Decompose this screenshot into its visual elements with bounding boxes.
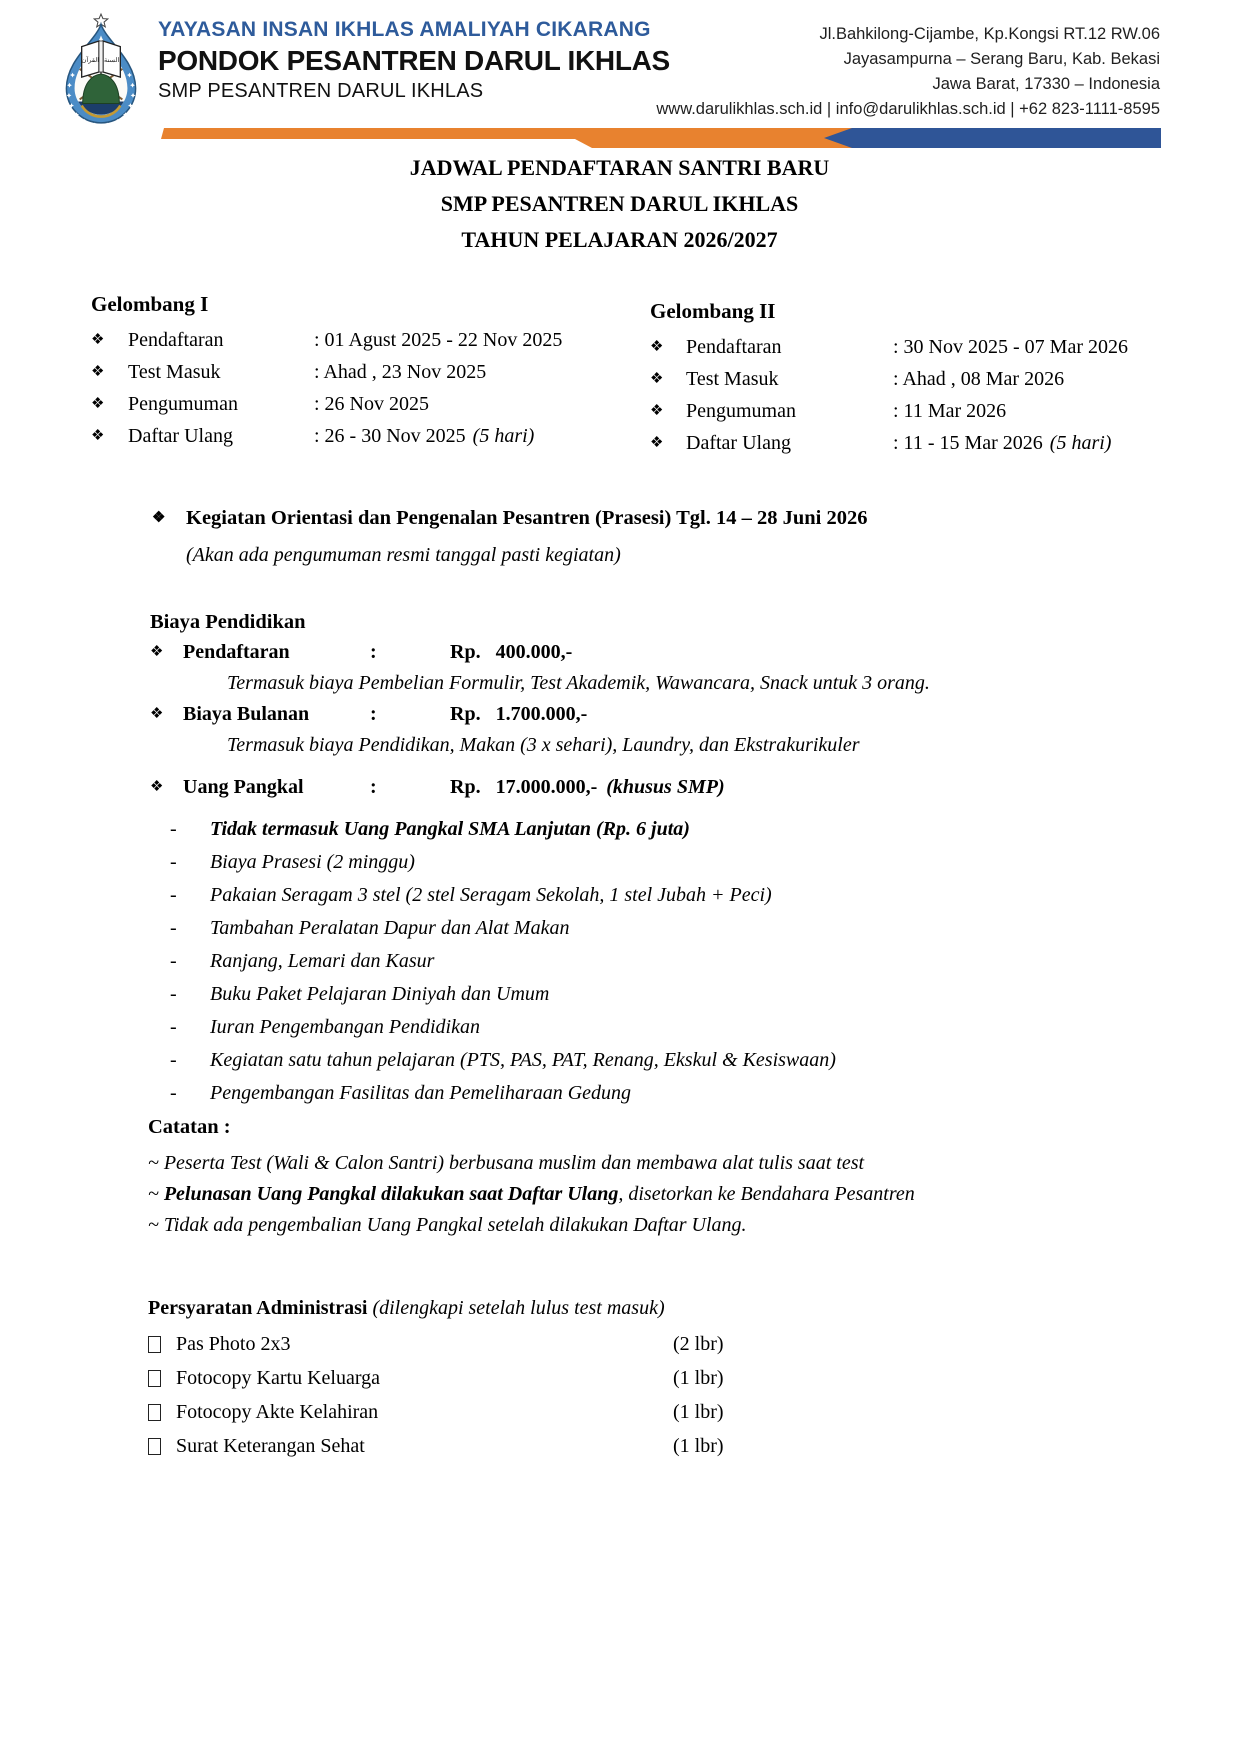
list-item: - Kegiatan satu tahun pelajaran (PTS, PAS, PAT, Renang, Ekskul & Kesiswaan) <box>150 1044 1161 1077</box>
requirement-row: Pas Photo 2x3 (2 lbr) <box>148 1327 1161 1361</box>
dash-icon: - <box>170 818 177 840</box>
schedule-row: ❖ Test Masuk : Ahad , 23 Nov 2025 <box>91 356 650 388</box>
address-line: Jawa Barat, 17330 – Indonesia <box>932 75 1160 93</box>
catatan-line: ~ Pelunasan Uang Pangkal dilakukan saat Daftar Ulang, disetorkan ke Bendahara Pesantren <box>148 1183 915 1205</box>
checkbox-icon <box>148 1404 161 1421</box>
biaya-heading: Biaya Pendidikan <box>150 611 306 633</box>
fee-row: ❖ Pendaftaran : Rp. 400.000,- <box>150 637 1161 668</box>
list-item: - Iuran Pengembangan Pendidikan <box>150 1011 1161 1044</box>
catatan-heading: Catatan : <box>148 1116 231 1138</box>
bullet-icon: ❖ <box>91 364 105 380</box>
dash-icon: - <box>170 1016 177 1038</box>
dash-icon: - <box>170 851 177 873</box>
orientasi-section <box>152 504 1161 569</box>
schedule-row: ❖ Daftar Ulang : 11 - 15 Mar 2026 (5 hari) <box>650 427 1161 459</box>
title-line-2: SMP PESANTREN DARUL IKHLAS <box>440 191 799 216</box>
fee-amount: Rp. 1.700.000,- <box>450 703 588 725</box>
bullet-icon: ❖ <box>150 779 164 795</box>
schedule-row: ❖ Pendaftaran : 01 Agust 2025 - 22 Nov 2025 <box>91 324 650 356</box>
requirement-row: Surat Keterangan Sehat (1 lbr) <box>148 1429 1161 1463</box>
bullet-icon: ❖ <box>91 396 105 412</box>
uang-pangkal-items <box>150 813 1161 1110</box>
schedule-row: ❖ Test Masuk : Ahad , 08 Mar 2026 <box>650 363 1161 395</box>
requirement-row: Fotocopy Kartu Keluarga (1 lbr) <box>148 1361 1161 1395</box>
bullet-icon: ❖ <box>150 706 164 722</box>
schedule-row: ❖ Daftar Ulang : 26 - 30 Nov 2025 (5 hari) <box>91 420 650 452</box>
dash-icon: - <box>170 950 177 972</box>
list-item: - Pengembangan Fasilitas dan Pemeliharaan Gedung <box>150 1077 1161 1110</box>
document-title <box>78 150 1161 258</box>
fee-note: Termasuk biaya Pembelian Formulir, Test Akademik, Wawancara, Snack untuk 3 orang. <box>227 672 930 694</box>
gelombang-1-heading: Gelombang I <box>91 292 209 316</box>
fee-row: ❖ Uang Pangkal : Rp. 17.000.000,- (khusus SMP) <box>150 772 1161 803</box>
contact-line: www.darulikhlas.sch.id | info@darulikhlas.sch.id | +62 823-1111-8595 <box>656 100 1160 118</box>
list-item: - Pakaian Seragam 3 stel (2 stel Seragam Sekolah, 1 stel Jubah + Peci) <box>150 879 1161 912</box>
requirement-qty: (1 lbr) <box>673 1367 724 1389</box>
catatan-line: ~ Peserta Test (Wali & Calon Santri) berbusana muslim dan membawa alat tulis saat test <box>148 1152 865 1174</box>
bullet-icon: ❖ <box>650 403 664 419</box>
list-item: - Buku Paket Pelajaran Diniyah dan Umum <box>150 978 1161 1011</box>
dash-icon: - <box>170 917 177 939</box>
persyaratan-section <box>148 1293 1161 1463</box>
gelombang-2 <box>650 290 1161 459</box>
requirement-row: Fotocopy Akte Kelahiran (1 lbr) <box>148 1395 1161 1429</box>
org-pesantren-name: PONDOK PESANTREN DARUL IKHLAS <box>158 45 670 76</box>
checkbox-icon <box>148 1438 161 1455</box>
requirement-qty: (1 lbr) <box>673 1435 724 1457</box>
persyaratan-heading: Persyaratan Administrasi (dilengkapi setelah lulus test masuk) <box>148 1297 665 1319</box>
title-line-3: TAHUN PELAJARAN 2026/2027 <box>461 227 778 252</box>
bullet-icon: ❖ <box>91 428 105 444</box>
fee-row: ❖ Biaya Bulanan : Rp. 1.700.000,- <box>150 699 1161 730</box>
gelombang-1 <box>91 290 650 459</box>
bullet-icon: ❖ <box>650 435 664 451</box>
bullet-icon: ❖ <box>650 339 664 355</box>
requirement-qty: (1 lbr) <box>673 1401 724 1423</box>
list-item: - Tidak termasuk Uang Pangkal SMA Lanjutan (Rp. 6 juta) <box>150 813 1161 846</box>
requirement-qty: (2 lbr) <box>673 1333 724 1355</box>
dash-icon: - <box>170 1049 177 1071</box>
fee-suffix: (khusus SMP) <box>606 776 725 798</box>
schedule-row: ❖ Pengumuman : 26 Nov 2025 <box>91 388 650 420</box>
orientasi-line: ❖ Kegiatan Orientasi dan Pengenalan Pesantren (Prasesi) Tgl. 14 – 28 Juni 2026 <box>152 504 1161 532</box>
title-line-1: JADWAL PENDAFTARAN SANTRI BARU <box>409 155 830 180</box>
address-line: Jl.Bahkilong-Cijambe, Kp.Kongsi RT.12 RW.06 <box>819 25 1160 43</box>
bullet-icon: ❖ <box>150 644 164 660</box>
gelombang-section <box>91 290 1161 459</box>
dash-icon: - <box>170 983 177 1005</box>
fee-note: Termasuk biaya Pendidikan, Makan (3 x sehari), Laundry, dan Ekstrakurikuler <box>227 734 860 756</box>
bullet-icon: ❖ <box>152 510 166 526</box>
list-item: - Biaya Prasesi (2 minggu) <box>150 846 1161 879</box>
fee-amount: Rp. 17.000.000,- <box>450 776 598 798</box>
catatan-section <box>148 1112 1161 1241</box>
org-foundation-name: YAYASAN INSAN IKHLAS AMALIYAH CIKARANG <box>158 18 651 41</box>
schedule-row: ❖ Pengumuman : 11 Mar 2026 <box>650 395 1161 427</box>
schedule-row: ❖ Pendaftaran : 30 Nov 2025 - 07 Mar 2026 <box>650 331 1161 363</box>
address-line: Jayasampurna – Serang Baru, Kab. Bekasi <box>843 50 1160 68</box>
orientasi-note: (Akan ada pengumuman resmi tanggal pasti kegiatan) <box>186 544 621 566</box>
list-item: - Ranjang, Lemari dan Kasur <box>150 945 1161 978</box>
org-school-name: SMP PESANTREN DARUL IKHLAS <box>158 80 484 102</box>
bullet-icon: ❖ <box>650 371 664 387</box>
dash-icon: - <box>170 1082 177 1104</box>
list-item: - Tambahan Peralatan Dapur dan Alat Makan <box>150 912 1161 945</box>
gelombang-2-heading: Gelombang II <box>650 299 776 323</box>
catatan-line: ~ Tidak ada pengembalian Uang Pangkal setelah dilakukan Daftar Ulang. <box>148 1214 747 1236</box>
logo-book-text-right: السنة <box>104 56 120 64</box>
fee-amount: Rp. 400.000,- <box>450 641 573 663</box>
bullet-icon: ❖ <box>91 332 105 348</box>
checkbox-icon <box>148 1336 161 1353</box>
biaya-section <box>150 607 1161 1110</box>
dash-icon: - <box>170 884 177 906</box>
checkbox-icon <box>148 1370 161 1387</box>
logo-book-text-left: القرآن <box>81 56 100 64</box>
